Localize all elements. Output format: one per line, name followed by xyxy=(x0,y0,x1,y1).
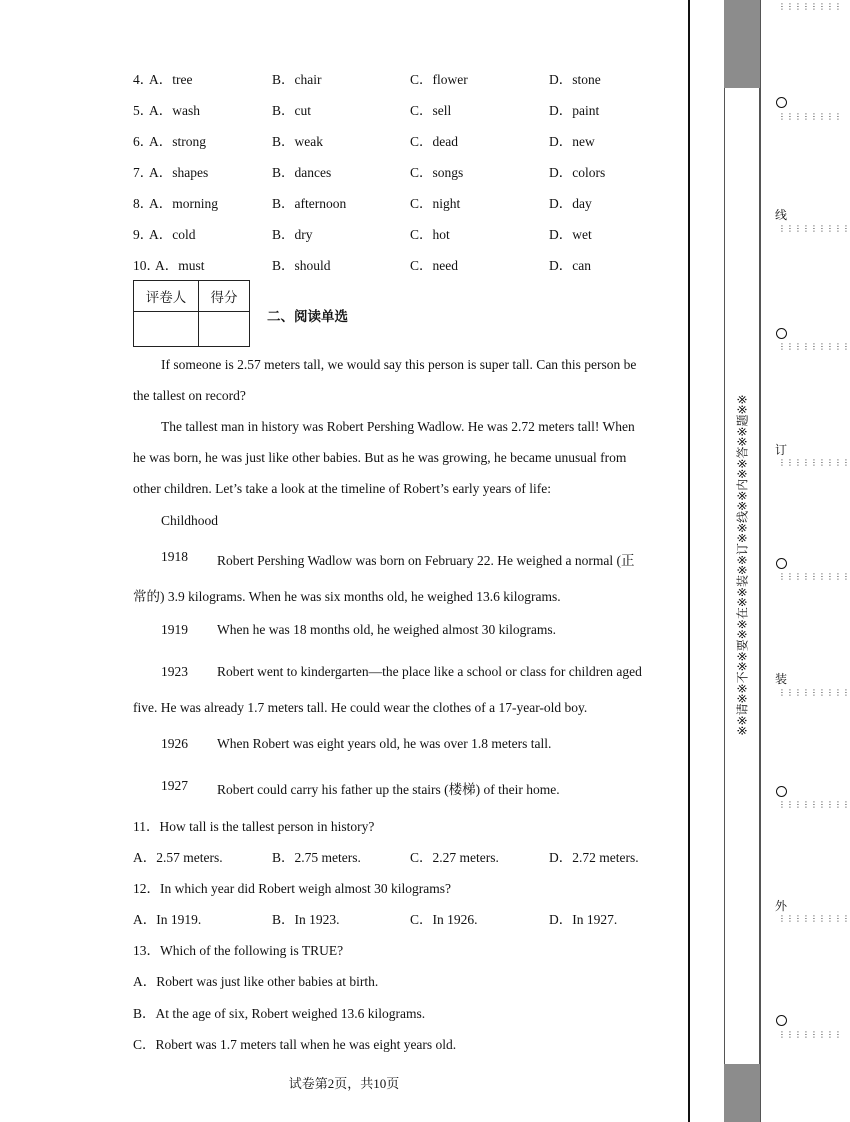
score-cell xyxy=(199,312,250,347)
option-b[interactable]: B．cut xyxy=(272,103,311,118)
page-footer: 试卷第2页，共10页 xyxy=(288,1076,400,1091)
option-a[interactable]: A．wash xyxy=(149,103,200,118)
passage-p2-line2: he was born, he was just like other babies. But as he was growing, he became unusual from xyxy=(133,450,627,465)
question-options xyxy=(133,846,673,866)
binding-mark-zhuang: 装 xyxy=(774,672,787,686)
option-a[interactable]: A．In 1919. xyxy=(133,912,202,927)
timeline-year: 1923 xyxy=(161,664,188,679)
timeline-text: When he was 18 months old, he weighed almost 30 kilograms. xyxy=(217,622,556,637)
question-number: 9． xyxy=(133,227,154,242)
option-a[interactable]: A．cold xyxy=(149,227,196,242)
binding-border xyxy=(688,0,690,1122)
cut-line-dots: ⋮⋮⋮⋮⋮⋮⋮⋮ xyxy=(778,2,842,11)
option-c[interactable]: C．dead xyxy=(410,134,458,149)
cut-line-dots: ⋮⋮⋮⋮⋮⋮⋮⋮⋮ xyxy=(778,688,850,697)
option-c[interactable]: C．Robert was 1.7 meters tall when he was eight years old. xyxy=(133,1037,457,1052)
option-b[interactable]: B．afternoon xyxy=(272,196,347,211)
question-row xyxy=(133,223,673,243)
grader-label: 评卷人 xyxy=(134,281,199,312)
option-d[interactable]: D．wet xyxy=(549,227,592,242)
timeline-text-cont: 常的) 3.9 kilograms. When he was six months old, he weighed 13.6 kilograms. xyxy=(133,589,561,604)
timeline-year: 1927 xyxy=(161,778,188,793)
option-d[interactable]: D．new xyxy=(549,134,595,149)
question-stem: 13．Which of the following is TRUE? xyxy=(133,943,344,958)
option-a[interactable]: A．morning xyxy=(149,196,218,211)
binding-warning: ※※请※※不※※要※※在※※装※※订※※线※※内※※答※※题※※ xyxy=(735,394,750,736)
passage-p2-line1: The tallest man in history was Robert Pershing Wadlow. He was 2.72 meters tall! When xyxy=(161,419,635,434)
option-b[interactable]: B．dry xyxy=(272,227,313,242)
question-stem: 12．In which year did Robert weigh almost 30 kilograms? xyxy=(133,881,451,896)
score-label: 得分 xyxy=(199,281,250,312)
question-number: 10． xyxy=(133,258,160,273)
timeline-text: Robert could carry his father up the stairs (楼梯) of their home. xyxy=(217,782,560,797)
timeline-text: When Robert was eight years old, he was over 1.8 meters tall. xyxy=(217,736,552,751)
question-row xyxy=(133,192,673,212)
option-a[interactable]: A．2.57 meters. xyxy=(133,850,223,865)
passage-p1-line1: If someone is 2.57 meters tall, we would say this person is super tall. Can this person be xyxy=(161,357,637,372)
cut-line-dots: ⋮⋮⋮⋮⋮⋮⋮⋮⋮ xyxy=(778,342,850,351)
question-number: 5． xyxy=(133,103,154,118)
question-number: 6． xyxy=(133,134,154,149)
option-c[interactable]: C．songs xyxy=(410,165,464,180)
option-d[interactable]: D．paint xyxy=(549,103,600,118)
question-options xyxy=(133,908,673,928)
binding-hole-icon xyxy=(776,1015,787,1026)
option-d[interactable]: D．2.72 meters. xyxy=(549,850,639,865)
question-row xyxy=(133,130,673,150)
timeline-text: Robert Pershing Wadlow was born on February 22. He weighed a normal (正 xyxy=(217,553,635,568)
option-a[interactable]: A．Robert was just like other babies at birth. xyxy=(133,974,379,989)
passage-p2-line3: other children. Let’s take a look at the timeline of Robert’s early years of life: xyxy=(133,481,551,496)
score-table xyxy=(133,280,250,347)
option-a[interactable]: A．tree xyxy=(149,72,193,87)
cut-line-dots: ⋮⋮⋮⋮⋮⋮⋮⋮⋮ xyxy=(778,458,850,467)
cut-line-dots: ⋮⋮⋮⋮⋮⋮⋮⋮⋮ xyxy=(778,224,850,233)
binding-strip-bottom-block xyxy=(724,1064,760,1122)
option-d[interactable]: D．colors xyxy=(549,165,606,180)
option-c[interactable]: C．hot xyxy=(410,227,450,242)
binding-mark-xian: 线 xyxy=(774,208,787,222)
binding-hole-icon xyxy=(776,97,787,108)
option-d[interactable]: D．day xyxy=(549,196,592,211)
question-number: 4． xyxy=(133,72,154,87)
timeline-year: 1919 xyxy=(161,622,188,637)
passage-p1-line2: the tallest on record? xyxy=(133,388,246,403)
timeline-text: Robert went to kindergarten—the place like a school or class for children aged xyxy=(217,664,642,679)
binding-hole-icon xyxy=(776,558,787,569)
option-d[interactable]: D．In 1927. xyxy=(549,912,618,927)
binding-hole-icon xyxy=(776,328,787,339)
section-title: 二、阅读单选 xyxy=(267,309,348,325)
option-c[interactable]: C．night xyxy=(410,196,461,211)
option-a[interactable]: A．must xyxy=(155,258,205,273)
option-c[interactable]: C．need xyxy=(410,258,458,273)
cut-line-dots: ⋮⋮⋮⋮⋮⋮⋮⋮⋮ xyxy=(778,800,850,809)
binding-strip-top-block xyxy=(724,0,760,88)
option-c[interactable]: C．In 1926. xyxy=(410,912,478,927)
cut-line-dots: ⋮⋮⋮⋮⋮⋮⋮⋮ xyxy=(778,1030,842,1039)
binding-hole-icon xyxy=(776,786,787,797)
timeline-year: 1918 xyxy=(161,549,188,564)
question-row xyxy=(133,68,673,88)
question-stem: 11．How tall is the tallest person in history? xyxy=(133,819,375,834)
option-b[interactable]: B．dances xyxy=(272,165,332,180)
binding-mark-ding: 订 xyxy=(774,443,787,457)
cut-line-dots: ⋮⋮⋮⋮⋮⋮⋮⋮ xyxy=(778,112,842,121)
question-number: 8． xyxy=(133,196,154,211)
cut-line-dots: ⋮⋮⋮⋮⋮⋮⋮⋮⋮ xyxy=(778,572,850,581)
option-c[interactable]: C．sell xyxy=(410,103,452,118)
option-c[interactable]: C．flower xyxy=(410,72,468,87)
option-a[interactable]: A．shapes xyxy=(149,165,209,180)
question-row xyxy=(133,99,673,119)
binding-mark-wai: 外 xyxy=(774,899,787,913)
option-d[interactable]: D．stone xyxy=(549,72,601,87)
option-b[interactable]: B．chair xyxy=(272,72,322,87)
option-b[interactable]: B．At the age of six, Robert weighed 13.6 kilograms. xyxy=(133,1006,426,1021)
cut-line-dots: ⋮⋮⋮⋮⋮⋮⋮⋮⋮ xyxy=(778,914,850,923)
option-b[interactable]: B．2.75 meters. xyxy=(272,850,361,865)
option-b[interactable]: B．In 1923. xyxy=(272,912,340,927)
timeline-heading: Childhood xyxy=(161,513,219,528)
question-number: 7． xyxy=(133,165,154,180)
option-a[interactable]: A．strong xyxy=(149,134,206,149)
timeline-year: 1926 xyxy=(161,736,188,751)
timeline-text-cont: five. He was already 1.7 meters tall. He could wear the clothes of a 17-year-old boy. xyxy=(133,700,588,715)
option-b[interactable]: B．should xyxy=(272,258,331,273)
binding-line xyxy=(760,0,761,1122)
option-d[interactable]: D．can xyxy=(549,258,591,273)
option-b[interactable]: B．weak xyxy=(272,134,323,149)
grader-cell xyxy=(134,312,199,347)
question-row xyxy=(133,161,673,181)
option-c[interactable]: C．2.27 meters. xyxy=(410,850,499,865)
question-row xyxy=(133,254,673,274)
